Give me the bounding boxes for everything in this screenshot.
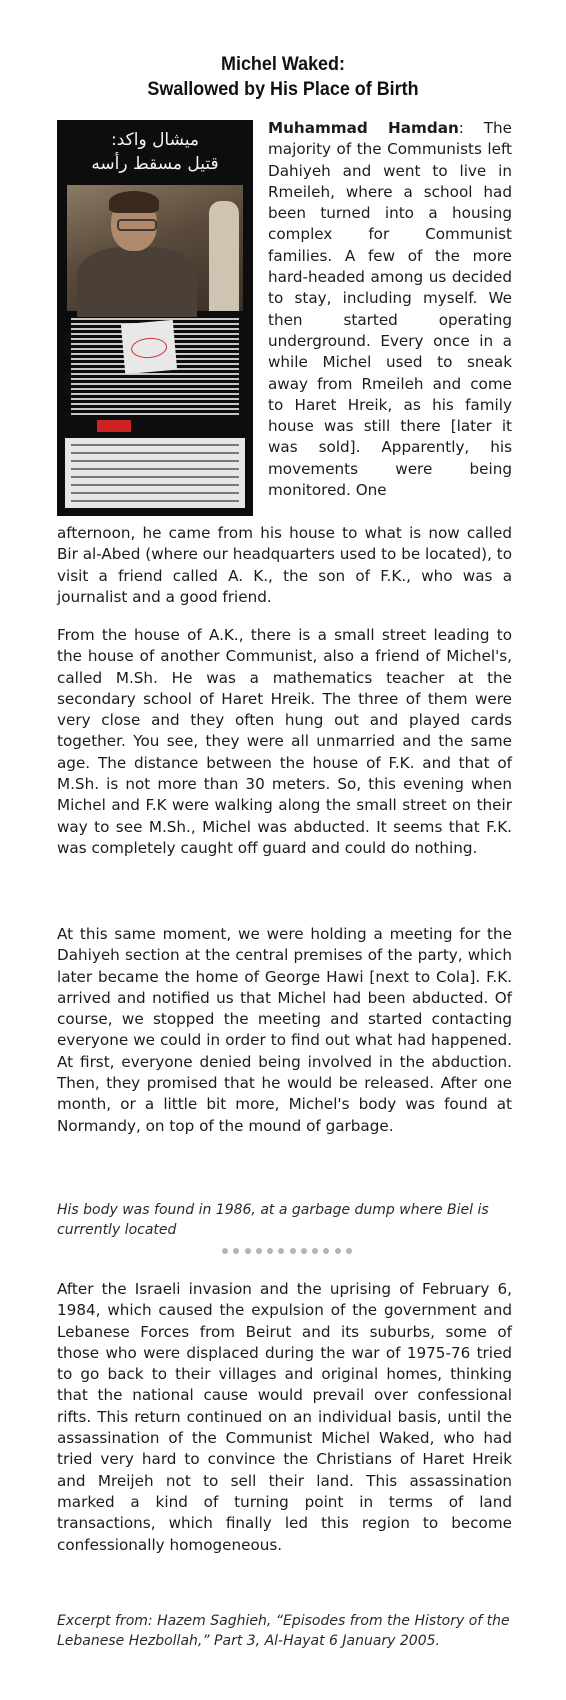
- newspaper-clipping: [121, 320, 177, 374]
- poster-arabic-title-2: قتيل مسقط رأسه: [91, 154, 219, 174]
- newspaper-excerpt: [65, 438, 245, 508]
- title-line-2: Swallowed by His Place of Birth: [147, 78, 419, 100]
- page-title: [23, 52, 544, 102]
- title-line-1: Michel Waked:: [221, 53, 345, 75]
- portrait-photo: [67, 185, 243, 311]
- poster-image: [57, 120, 253, 516]
- caption-body-found: His body was found in 1986, at a garbage dump where Biel is currently located: [57, 1202, 489, 1238]
- paragraph-2: From the house of A.K., there is a small street leading to the house of another Communist, also a friend of Michel's, called M.Sh. He was a mathematics teacher at the secondary school of Haret Hreik. The three of them were very close and they often hung out and played cards together. You see, they were all unmarried and the same age. The distance between the house of F.K. and that of M.Sh. is not more than 30 meters. So, this evening when Michel and F.K were walking along the small street on their way to see M.Sh., Michel was abducted. It seems that F.K. was completely caught off guard and could do nothing.: [57, 626, 512, 857]
- section-divider: [222, 1248, 352, 1256]
- poster-arabic-title-1: ميشال واكد:: [110, 130, 199, 150]
- paragraph-1-wrapped: [268, 118, 512, 501]
- paragraph-3: At this same moment, we were holding a meeting for the Dahiyeh section at the central premises of the party, which later became the home of George Hawi [next to Cola]. F.K. arrived and notified us that Michel had been abducted. Of course, we stopped the meeting and started contacting everyone we could in order to find out what had happened. At first, everyone denied being involved in the abduction. Then, they promised that he would be released. After one month, or a little bit more, Michel's body was found at Normandy, on top of the mound of garbage.: [57, 925, 512, 1135]
- speaker-name: Muhammad Hamdan: [268, 119, 459, 137]
- caption-source: Excerpt from: Hazem Saghieh, “Episodes from the History of the Lebanese Hezbollah,” Part 3, Al-Hayat 6 January 2005.: [57, 1613, 510, 1649]
- paragraph-4: After the Israeli invasion and the uprising of February 6, 1984, which caused the expulsion of the government and Lebanese Forces from Beirut and its suburbs, some of those who were displaced during the war of 1975-76 tried to go back to their villages and original homes, thinking that the national cause would prevail over confessional rifts. This return continued on an individual basis, until the assassination of the Communist Michel Waked, who had tried very hard to convince the Christians of Haret Hreik and Mreijeh not to sell their land. This assassination marked a kind of turning point in terms of land transactions, which finally led this region to become confessionally homogeneous.: [57, 1280, 512, 1554]
- newspaper-logo: [97, 420, 131, 432]
- paragraph-1-continued: afternoon, he came from his house to what is now called Bir al-Abed (where our headquarters used to be located), to visit a friend called A. K., the son of F.K., who was a journalist and a good friend.: [57, 524, 512, 606]
- paragraph-1-text: : The majority of the Communists left Dahiyeh and went to live in Rmeileh, where a school had been turned into a housing complex for Communist families. A few of the more hard-headed among us decided to stay, including myself. We then started operating underground. Every once in a while Michel used to sneak away from Rmeileh and come to Haret Hreik, as his family house was still there [later it was sold]. Apparently, his movements were being monitored. One: [268, 119, 512, 500]
